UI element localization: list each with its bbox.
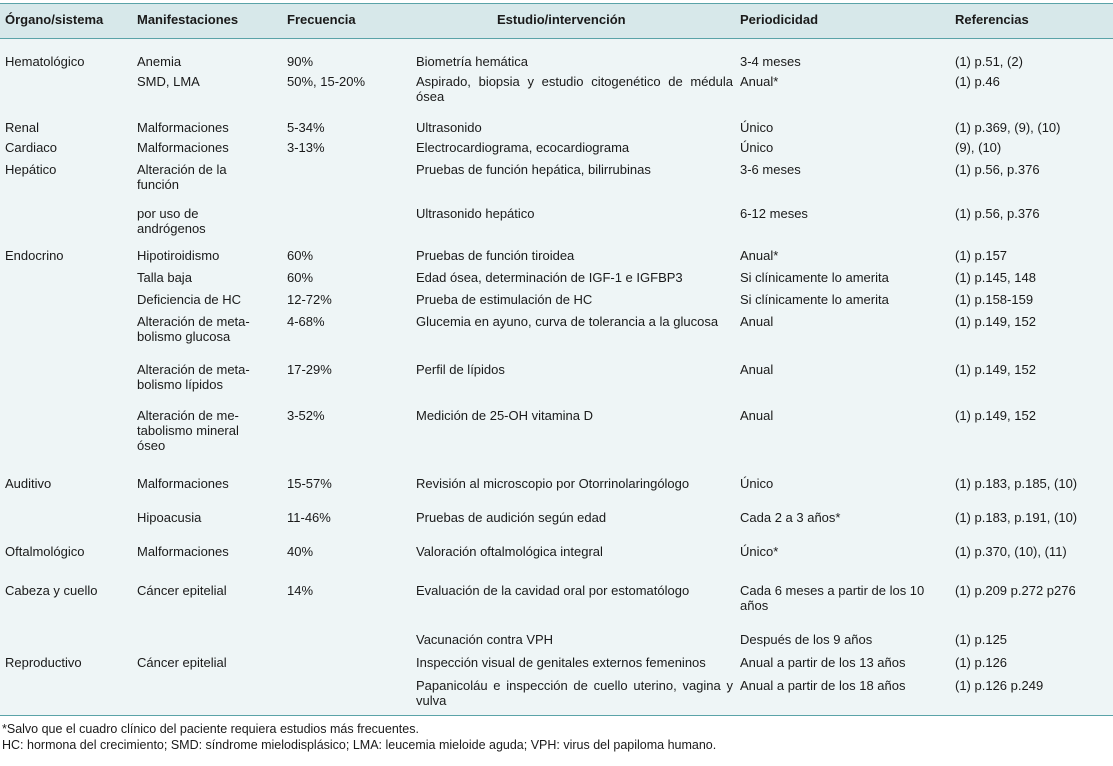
cell-manifest: Talla baja [137, 270, 192, 285]
cell-freq: 50%, 15-20% [287, 74, 366, 89]
cell-manifest: Alteración de meta-bolismo glucosa [137, 314, 250, 344]
cell-refs: (1) p.46 [955, 74, 1000, 89]
cell-study: Ultrasonido hepático [416, 206, 535, 221]
cell-study: Electrocardiograma, ecocardiograma [416, 140, 630, 155]
cell-organ: Hematológico [5, 54, 85, 69]
cell-manifest: Hipoacusia [137, 510, 202, 525]
cell-manifest: por uso de andrógenos [137, 206, 206, 236]
cell-study: Ultrasonido [416, 120, 482, 135]
header-manifest: Manifestaciones [137, 12, 239, 27]
cell-manifest: Hipotiroidismo [137, 248, 220, 263]
cell-period: 3-6 meses [740, 162, 801, 177]
cell-manifest: Deficiencia de HC [137, 292, 242, 307]
cell-period: Anual [740, 362, 774, 377]
cell-refs: (1) p.149, 152 [955, 362, 1036, 377]
cell-freq: 60% [287, 270, 314, 285]
cell-freq: 40% [287, 544, 314, 559]
cell-study: Glucemia en ayuno, curva de tolerancia a la glucosa [416, 314, 719, 329]
cell-manifest: Cáncer epitelial [137, 655, 227, 670]
cell-manifest: Anemia [137, 54, 182, 69]
cell-organ: Hepático [5, 162, 57, 177]
cell-freq: 12-72% [287, 292, 332, 307]
cell-organ: Reproductivo [5, 655, 82, 670]
cell-study: Edad ósea, determinación de IGF-1 e IGFBP3 [416, 270, 683, 285]
cell-period: Único [740, 140, 774, 155]
cell-refs: (1) p.369, (9), (10) [955, 120, 1061, 135]
cell-refs: (1) p.209 p.272 p276 [955, 583, 1076, 598]
cell-study: Perfil de lípidos [416, 362, 505, 377]
footnote-asterisk: *Salvo que el cuadro clínico del paciente requiera estudios más frecuentes. [2, 722, 419, 736]
cell-study: Pruebas de función hepática, bilirrubinas [416, 162, 651, 177]
cell-refs: (1) p.125 [955, 632, 1008, 647]
cell-manifest: Malformaciones [137, 544, 229, 559]
cell-refs: (1) p.51, (2) [955, 54, 1023, 69]
cell-study: Vacunación contra VPH [416, 632, 554, 647]
cell-period: Si clínicamente lo amerita [740, 270, 889, 285]
cell-refs: (1) p.370, (10), (11) [955, 544, 1067, 559]
header-study: Estudio/intervención [497, 12, 626, 27]
cell-refs: (1) p.183, p.185, (10) [955, 476, 1078, 491]
cell-study: Inspección visual de genitales externos femeninos [416, 655, 706, 670]
cell-freq: 17-29% [287, 362, 332, 377]
cell-organ: Endocrino [5, 248, 64, 263]
cell-manifest: SMD, LMA [137, 74, 200, 89]
cell-freq: 3-13% [287, 140, 325, 155]
header-organ: Órgano/sistema [5, 12, 104, 27]
cell-organ: Renal [5, 120, 39, 135]
header-period: Periodicidad [740, 12, 819, 27]
cell-study: Biometría hemática [416, 54, 528, 69]
cell-freq: 15-57% [287, 476, 332, 491]
cell-refs: (1) p.157 [955, 248, 1008, 263]
cell-study: Aspirado, biopsia y estudio citogenético de médula ósea [416, 74, 733, 104]
cell-manifest: Alteración de meta-bolismo lípidos [137, 362, 250, 392]
cell-period: Anual [740, 314, 774, 329]
cell-refs: (9), (10) [955, 140, 1002, 155]
cell-refs: (1) p.158-159 [955, 292, 1034, 307]
cell-period: Anual* [740, 74, 779, 89]
cell-freq: 4-68% [287, 314, 325, 329]
cell-manifest: Alteración de me-tabolismo mineral óseo [137, 408, 239, 453]
cell-period: Cada 2 a 3 años* [740, 510, 841, 525]
cell-period: Si clínicamente lo amerita [740, 292, 889, 307]
header-freq: Frecuencia [287, 12, 356, 27]
cell-refs: (1) p.126 p.249 [955, 678, 1044, 693]
cell-freq: 5-34% [287, 120, 325, 135]
cell-manifest: Alteración de la función [137, 162, 227, 192]
cell-freq: 60% [287, 248, 314, 263]
cell-organ: Oftalmológico [5, 544, 85, 559]
cell-organ: Cabeza y cuello [5, 583, 98, 598]
cell-manifest: Malformaciones [137, 140, 229, 155]
cell-period: Anual [740, 408, 774, 423]
cell-refs: (1) p.183, p.191, (10) [955, 510, 1078, 525]
cell-study: Papanicoláu e inspección de cuello uterino, vagina y vulva [416, 678, 733, 708]
cell-manifest: Malformaciones [137, 120, 229, 135]
cell-study: Pruebas de audición según edad [416, 510, 607, 525]
cell-study: Pruebas de función tiroidea [416, 248, 575, 263]
cell-manifest: Cáncer epitelial [137, 583, 227, 598]
table-bottom-rule [0, 715, 1113, 716]
cell-period: 6-12 meses [740, 206, 808, 221]
cell-refs: (1) p.56, p.376 [955, 162, 1040, 177]
cell-freq: 14% [287, 583, 314, 598]
footnote-abbreviations: HC: hormona del crecimiento; SMD: síndrome mielodisplásico; LMA: leucemia mieloide aguda; VPH: virus del papiloma humano. [2, 738, 717, 752]
cell-manifest: Malformaciones [137, 476, 229, 491]
cell-refs: (1) p.149, 152 [955, 314, 1036, 329]
cell-study: Valoración oftalmológica integral [416, 544, 603, 559]
cell-freq: 90% [287, 54, 314, 69]
cell-study: Prueba de estimulación de HC [416, 292, 593, 307]
cell-period: Anual a partir de los 18 años [740, 678, 906, 693]
cell-period: Único [740, 476, 774, 491]
cell-organ: Auditivo [5, 476, 52, 491]
cell-study: Revisión al microscopio por Otorrinolaringólogo [416, 476, 690, 491]
cell-refs: (1) p.145, 148 [955, 270, 1036, 285]
cell-period: Después de los 9 años [740, 632, 873, 647]
cell-study: Evaluación de la cavidad oral por estomatólogo [416, 583, 690, 598]
cell-organ: Cardiaco [5, 140, 58, 155]
cell-period: Anual* [740, 248, 779, 263]
cell-period: Único [740, 120, 774, 135]
cell-freq: 3-52% [287, 408, 325, 423]
cell-freq: 11-46% [287, 510, 331, 525]
cell-refs: (1) p.149, 152 [955, 408, 1036, 423]
cell-period: Único* [740, 544, 779, 559]
cell-refs: (1) p.56, p.376 [955, 206, 1040, 221]
cell-period: Anual a partir de los 13 años [740, 655, 906, 670]
cell-period: Cada 6 meses a partir de los 10 años [740, 583, 925, 613]
cell-refs: (1) p.126 [955, 655, 1008, 670]
cell-study: Medición de 25-OH vitamina D [416, 408, 594, 423]
header-refs: Referencias [955, 12, 1029, 27]
cell-period: 3-4 meses [740, 54, 801, 69]
